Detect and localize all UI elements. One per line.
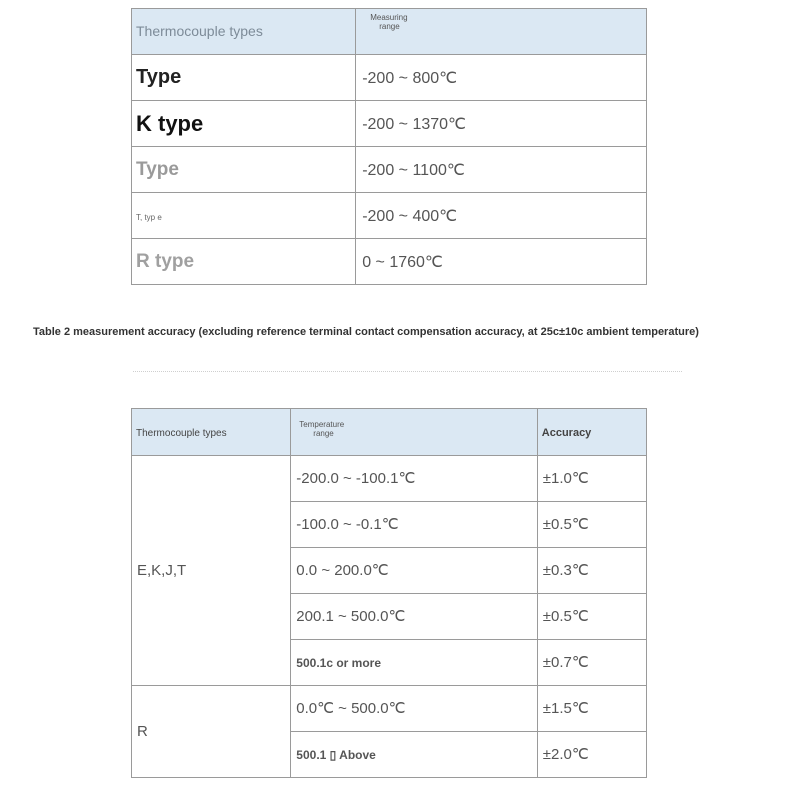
accuracy-cell <box>537 456 646 502</box>
measuring-range: -200 ~ 400℃ <box>362 207 458 225</box>
temp-range-cell <box>291 594 537 640</box>
table1-header-range-line2: range <box>379 22 400 31</box>
table1-header-type-label: Thermocouple types <box>136 22 263 39</box>
temperature-range: 0.0℃ ~ 500.0℃ <box>296 700 406 717</box>
accuracy-cell <box>537 594 646 640</box>
table2-header-temp <box>291 409 537 456</box>
table2-header-row <box>132 409 647 456</box>
accuracy-cell <box>537 640 646 686</box>
table2-header-accuracy-label: Accuracy <box>541 427 592 439</box>
table1-type-cell <box>132 193 356 239</box>
temp-range-cell <box>291 640 537 686</box>
measuring-range: -200 ~ 800℃ <box>362 69 458 87</box>
table1-row <box>132 147 647 193</box>
accuracy-value: ±0.7℃ <box>542 654 589 671</box>
table2-header-accuracy <box>537 409 646 456</box>
table1-header-row <box>132 9 647 55</box>
thermocouple-group-cell <box>132 686 291 778</box>
table2-header-type-label: Thermocouple types <box>136 428 227 439</box>
accuracy-value: ±1.5℃ <box>542 700 589 717</box>
accuracy-value: ±0.5℃ <box>542 516 589 533</box>
thermocouple-group: R <box>137 722 148 740</box>
accuracy-cell <box>537 686 646 732</box>
table1-range-cell <box>356 101 647 147</box>
accuracy-value: ±1.0℃ <box>542 470 589 487</box>
table1-row <box>132 239 647 285</box>
measuring-range: 0 ~ 1760℃ <box>362 253 443 271</box>
temperature-range: -100.0 ~ -0.1℃ <box>296 516 399 533</box>
thermocouple-group-cell <box>132 456 291 686</box>
table1-header-range-line1: Measuring <box>370 13 408 22</box>
table2-header-temp-line2: range <box>313 428 334 438</box>
temp-range-cell <box>291 732 537 778</box>
temperature-range: 200.1 ~ 500.0℃ <box>296 608 406 625</box>
table1-row <box>132 101 647 147</box>
thermocouple-type: Type <box>136 158 179 180</box>
temperature-range: -200.0 ~ -100.1℃ <box>296 470 416 487</box>
accuracy-value: ±2.0℃ <box>542 746 589 763</box>
measuring-range: -200 ~ 1370℃ <box>362 115 467 133</box>
temp-range-cell <box>291 548 537 594</box>
temperature-range: 0.0 ~ 200.0℃ <box>296 562 389 579</box>
table1-type-cell <box>132 147 356 193</box>
thermocouple-type: K type <box>136 110 204 136</box>
table1-range-cell <box>356 239 647 285</box>
table2-row <box>132 686 647 732</box>
table1-range-cell <box>356 147 647 193</box>
table1-header-range <box>356 9 647 55</box>
table2-row <box>132 456 647 502</box>
table1-row <box>132 55 647 101</box>
accuracy-cell <box>537 548 646 594</box>
temperature-range: 500.1c or more <box>296 655 382 670</box>
table1-range-cell <box>356 193 647 239</box>
temp-range-cell <box>291 502 537 548</box>
measuring-range: -200 ~ 1100℃ <box>362 161 465 179</box>
thermocouple-type: T, typ e <box>136 212 162 222</box>
thermocouple-group: E,K,J,T <box>137 561 187 579</box>
temperature-range: 500.1 ▯ Above <box>296 747 376 762</box>
table1-header-type <box>132 9 356 55</box>
table2-header-temp-label <box>299 420 344 438</box>
table2-header-type <box>132 409 291 456</box>
thermocouple-type: R type <box>136 250 195 272</box>
table2-caption: Table 2 measurement accuracy (excluding reference terminal contact compensation accuracy, at 25c±10c ambient temperature) <box>33 326 699 338</box>
table1-type-cell <box>132 101 356 147</box>
accuracy-value: ±0.3℃ <box>542 562 589 579</box>
table1-range-cell <box>356 55 647 101</box>
table1-type-cell <box>132 239 356 285</box>
thermocouple-type: Type <box>136 66 182 88</box>
table1-row <box>132 193 647 239</box>
temp-range-cell <box>291 456 537 502</box>
table1-type-cell <box>132 55 356 101</box>
accuracy-cell <box>537 732 646 778</box>
dotted-divider <box>133 371 682 372</box>
table2-header-temp-line1: Temperature <box>299 419 345 429</box>
table1-header-range-label <box>370 13 407 31</box>
accuracy-cell <box>537 502 646 548</box>
accuracy-value: ±0.5℃ <box>542 608 589 625</box>
temp-range-cell <box>291 686 537 732</box>
accuracy-table <box>131 408 647 778</box>
measuring-range-table <box>131 8 647 285</box>
